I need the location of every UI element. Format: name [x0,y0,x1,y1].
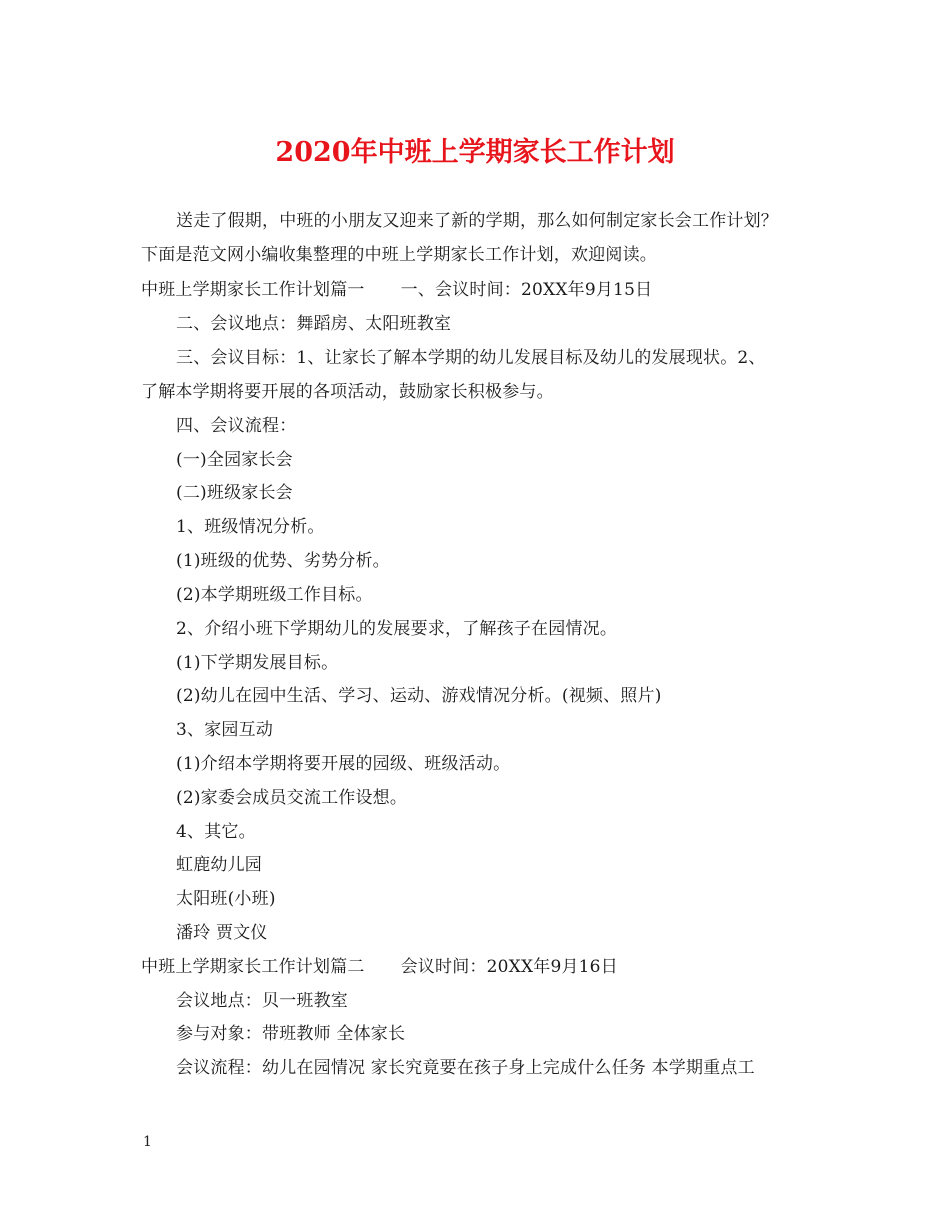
section-2-heading: 中班上学期家长工作计划篇二 [141,957,365,977]
document-title: 2020年中班上学期家长工作计划 [275,137,675,168]
list-item: (一)全园家长会 [176,450,293,470]
paragraph-line: 二、会议地点：舞蹈房、太阳班教室 [176,314,452,334]
list-item: (1)下学期发展目标。 [176,653,339,673]
paragraph-line: 了解本学期将要开展的各项活动，鼓励家长积极参与。 [141,382,554,402]
list-item: (2)家委会成员交流工作设想。 [176,788,408,808]
page-number: 1 [143,1134,152,1150]
list-item: (二)班级家长会 [176,483,293,503]
section-1-heading-line [141,279,652,301]
paragraph-line: 参与对象：带班教师 全体家长 [176,1024,406,1044]
meeting-time-2: 会议时间：20XX年9月16日 [400,957,618,977]
paragraph-line: 会议流程：幼儿在园情况 家长究竟要在孩子身上完成什么任务 本学期重点工 [176,1058,755,1078]
meeting-time-1: 一、会议时间：20XX年9月15日 [400,280,653,300]
list-item: 2、介绍小班下学期幼儿的发展要求，了解孩子在园情况。 [176,619,618,639]
signature-names: 潘玲 贾文仪 [176,923,268,943]
list-item: 3、家园互动 [176,720,274,740]
section-1-heading: 中班上学期家长工作计划篇一 [141,280,365,300]
list-item: 1、班级情况分析。 [176,517,325,537]
list-item: (1)介绍本学期将要开展的园级、班级活动。 [176,754,511,774]
intro-line-1: 送走了假期，中班的小朋友又迎来了新的学期，那么如何制定家长会工作计划？ [176,211,778,231]
paragraph-line: 会议地点：贝一班教室 [176,991,348,1011]
paragraph-line: 三、会议目标：1、让家长了解本学期的幼儿发展目标及幼儿的发展现状。2、 [176,348,766,368]
signature-class: 太阳班(小班) [176,889,276,909]
list-item: (2)本学期班级工作目标。 [176,585,373,605]
list-item: 四、会议流程： [176,416,297,436]
signature-organization: 虹鹿幼儿园 [176,855,262,875]
intro-line-2: 下面是范文网小编收集整理的中班上学期家长工作计划，欢迎阅读。 [141,245,657,265]
list-item: 4、其它。 [176,822,256,842]
list-item: (1)班级的优势、劣势分析。 [176,551,390,571]
section-2-heading-line [141,956,618,978]
list-item: (2)幼儿在园中生活、学习、运动、游戏情况分析。(视频、照片) [176,686,662,706]
